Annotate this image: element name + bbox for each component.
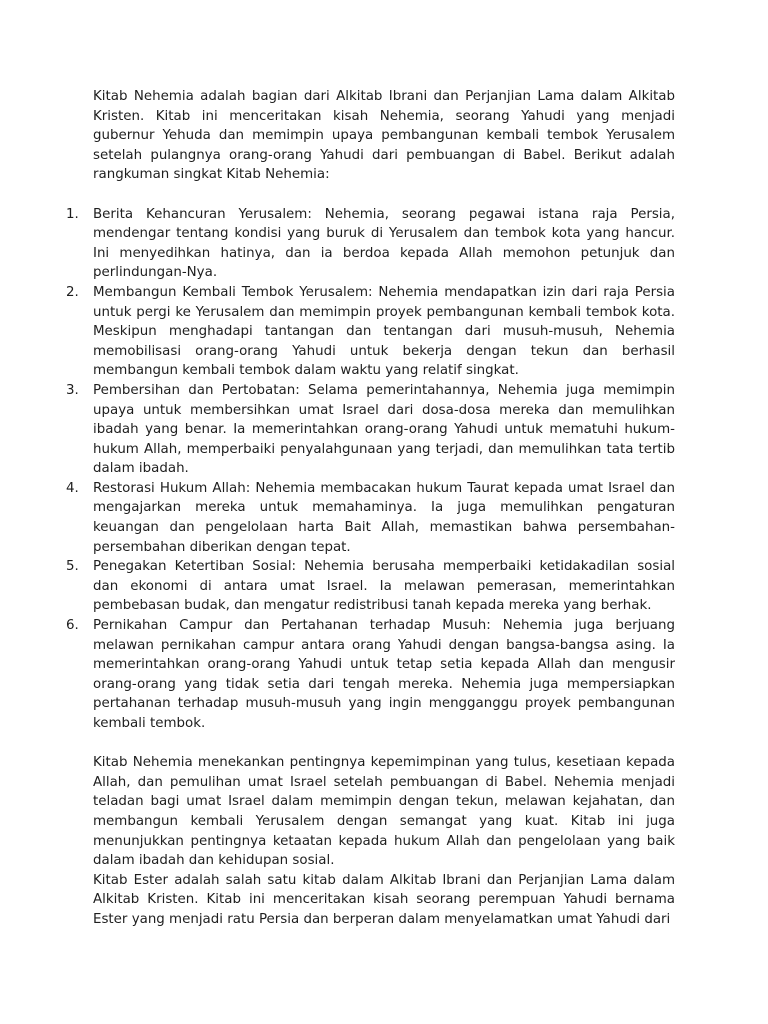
list-item: [66, 205, 675, 283]
list-item: [66, 381, 675, 479]
list-item: [66, 479, 675, 557]
list-item-text: Pembersihan dan Pertobatan: Selama pemerintahannya, Nehemia juga memimpin upaya untuk membersihkan umat Israel dari dosa-dosa mereka dan memulihkan ibadah yang benar. Ia memerintahkan orang-orang Yahudi untuk mematuhi hukum-hukum Allah, memperbaiki penyalahgunaan yang terjadi, dan memulihkan tata tertib dalam ibadah.: [93, 382, 675, 477]
list-item: [66, 283, 675, 381]
list-item: [66, 616, 675, 734]
intro-paragraph: Kitab Nehemia adalah bagian dari Alkitab Ibrani dan Perjanjian Lama dalam Alkitab Kristen. Kitab ini menceritakan kisah Nehemia, seorang Yahudi yang menjadi gubernur Yehuda dan memimpin upaya pembangunan kembali tembok Yerusalem setelah pulangnya orang-orang Yahudi dari pembuangan di Babel. Berikut adalah rangkuman singkat Kitab Nehemia:: [93, 89, 675, 183]
list-item: [66, 557, 675, 616]
list-item-text: Berita Kehancuran Yerusalem: Nehemia, seorang pegawai istana raja Persia, mendengar tentang kondisi yang buruk di Yerusalem dan tembok kota yang hancur. Ini menyedihkan hatinya, dan ia berdoa kepada Allah memohon petunjuk dan perlindungan-Nya.: [93, 206, 675, 281]
list-item-number: 5.: [66, 559, 79, 575]
list-item-number: 4.: [66, 480, 79, 496]
list-item-number: 3.: [66, 382, 79, 398]
list-item-number: 2.: [66, 284, 79, 300]
document-body: [66, 87, 675, 930]
ester-intro-paragraph: Kitab Ester adalah salah satu kitab dalam Alkitab Ibrani dan Perjanjian Lama dalam Alkitab Kristen. Kitab ini menceritakan kisah seorang perempuan Yahudi bernama Ester yang menjadi ratu Persia dan berperan dalam menyelamatkan umat Yahudi dari: [93, 872, 675, 927]
list-item-text: Membangun Kembali Tembok Yerusalem: Nehemia mendapatkan izin dari raja Persia untuk pergi ke Yerusalem dan memimpin proyek pembangunan kembali tembok kota. Meskipun menghadapi tantangan dan tentangan dari musuh-musuh, Nehemia memobilisasi orang-orang Yahudi untuk bekerja dengan tekun dan berhasil membangun kembali tembok dalam waktu yang relatif singkat.: [93, 284, 675, 379]
summary-list: [66, 205, 675, 734]
list-item-text: Pernikahan Campur dan Pertahanan terhadap Musuh: Nehemia juga berjuang melawan pernikahan campur antara orang Yahudi dengan bangsa-bangsa asing. Ia memerintahkan orang-orang Yahudi untuk tetap setia kepada Allah dan mengusir orang-orang yang tidak setia dari tengah mereka. Nehemia juga mempersiapkan pertahanan terhadap musuh-musuh yang ingin mengganggu proyek pembangunan kembali tembok.: [93, 618, 675, 731]
conclusion-paragraph: Kitab Nehemia menekankan pentingnya kepemimpinan yang tulus, kesetiaan kepada Allah, dan pemulihan umat Israel setelah pembuangan di Babel. Nehemia menjadi teladan bagi umat Israel dalam memimpin dengan tekun, melawan kejahatan, dan membangun kembali Yerusalem dengan semangat yang kuat. Kitab ini juga menunjukkan pentingnya ketaatan kepada hukum Allah dan pengelolaan yang baik dalam ibadah dan kehidupan sosial.: [93, 755, 675, 869]
list-item-number: 1.: [66, 206, 79, 222]
list-item-number: 6.: [66, 618, 79, 634]
list-item-text: Restorasi Hukum Allah: Nehemia membacakan hukum Taurat kepada umat Israel dan mengajarkan mereka untuk memahaminya. Ia juga memulihkan pengaturan keuangan dan pengelolaan harta Bait Allah, memastikan bahwa persembahan-persembahan diberikan dengan tepat.: [93, 480, 675, 555]
list-item-text: Penegakan Ketertiban Sosial: Nehemia berusaha memperbaiki ketidakadilan sosial dan ekonomi di antara umat Israel. Ia melawan pemerasan, memerintahkan pembebasan budak, dan mengatur redistribusi tanah kepada mereka yang berhak.: [93, 559, 675, 614]
